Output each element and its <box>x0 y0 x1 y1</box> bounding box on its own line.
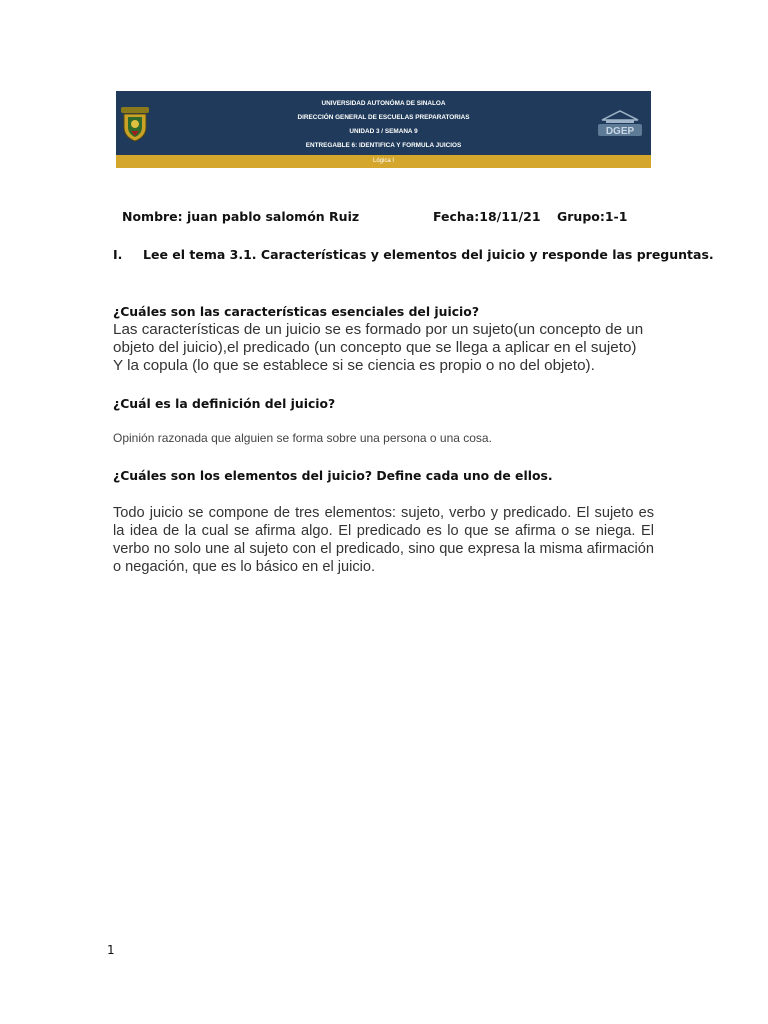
question-3: ¿Cuáles son los elementos del juicio? Define cada uno de ellos. <box>113 468 553 483</box>
header-banner <box>116 91 651 168</box>
banner-subject: Lógica I <box>372 158 394 164</box>
page-number: 1 <box>107 943 115 957</box>
answer-3: Todo juicio se compone de tres elementos: sujeto, verbo y predicado. El sujeto es la idea de la cual se afirma algo. El predicado es lo que se afirma o se niega. El verbo no solo une al sujeto con el predicado, sino que expresa la misma afirmación o negación, que es lo básico en el juicio. <box>113 505 654 575</box>
answer-1-line-1: Las características de un juicio se es formado por un sujeto(un concepto de un <box>113 321 644 338</box>
student-name: Nombre: juan pablo salomón Ruiz <box>122 209 360 224</box>
banner-unit-week: UNIDAD 3 / SEMANA 9 <box>349 128 418 135</box>
question-1: ¿Cuáles son las características esenciales del juicio? <box>113 304 480 319</box>
answer-2: Opinión razonada que alguien se forma sobre una persona o una cosa. <box>113 431 492 445</box>
uas-crest-icon <box>120 105 150 143</box>
dgep-logo-text: DGEP <box>605 126 635 137</box>
banner-title-block <box>266 97 501 153</box>
banner-university: UNIVERSIDAD AUTONÓMA DE SINALOA <box>321 100 446 107</box>
answer-1-line-2: objeto del juicio),el predicado (un concepto que se llega a aplicar en el sujeto) <box>113 339 637 356</box>
instruction-text: Lee el tema 3.1. Características y elementos del juicio y responde las preguntas. <box>143 247 714 262</box>
instruction-number: I. <box>113 247 123 262</box>
date-field: Fecha:18/11/21 <box>433 209 541 224</box>
banner-direction: DIRECCIÓN GENERAL DE ESCUELAS PREPARATORIAS <box>297 114 470 121</box>
group-field: Grupo:1-1 <box>557 209 628 224</box>
answer-1-line-3: Y la copula (lo que se establece si se ciencia es propio o no del objeto). <box>113 357 595 374</box>
question-2: ¿Cuál es la definición del juicio? <box>113 396 336 411</box>
dgep-logo-icon <box>594 108 646 138</box>
banner-deliverable: ENTREGABLE 6: IDENTIFICA Y FORMULA JUICIOS <box>305 142 462 149</box>
